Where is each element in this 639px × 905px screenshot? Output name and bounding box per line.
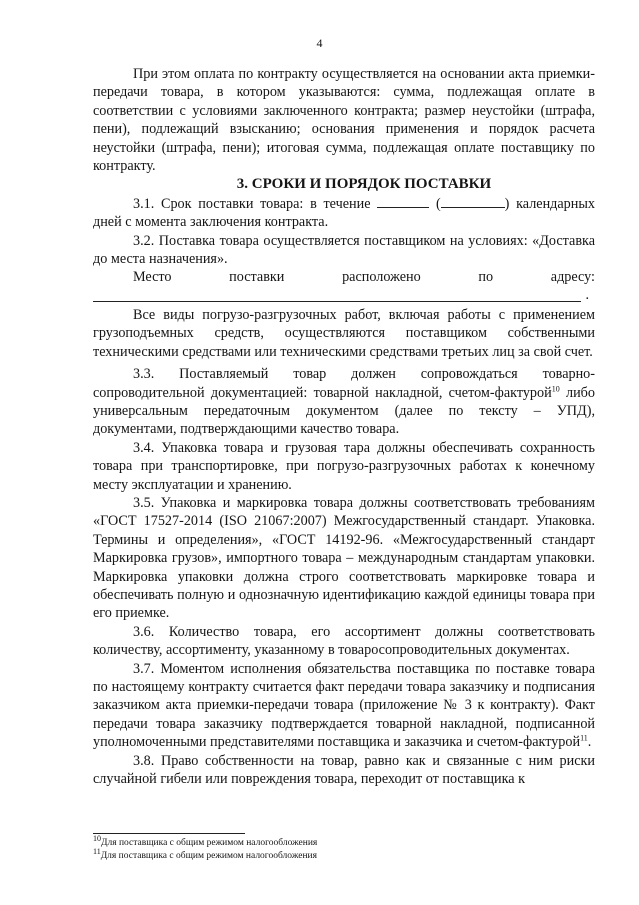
paragraph-3-5: 3.5. Упаковка и маркировка товара должны соответствовать требованиям «ГОСТ 17527-2014 (ISO 21067:2007) Межгосударственный стандарт. Упаковка. Термины и определения», «ГОСТ 14192-96. «Межгосударственный стандарт Маркировка грузов», импортного товара – международным стандартам упаковки. Маркировка упаковки должна строго соответствовать маркировке товара и обеспечивать полную и однозначную идентификацию каждой единицы товара при его приемке. [93, 494, 595, 622]
days-blank [377, 194, 429, 208]
paragraph-3-8: 3.8. Право собственности на товар, равно как и связанные с ним риски случайной гибели или повреждения товара, переходит от поставщика к [93, 752, 595, 788]
paragraph-3-6: 3.6. Количество товара, его ассортимент должны соответствовать количеству, ассортименту, указанному в товаросопроводительных документах. [93, 623, 595, 659]
paragraph-3-4: 3.4. Упаковка товара и грузовая тара должны обеспечивать сохранность товара при транспортировке, при погрузо-разгрузочных работах к конечному месту эксплуатации и хранению. [93, 439, 595, 493]
days-words-blank [441, 194, 505, 208]
paragraph-3-2-address: Место поставки расположено по адресу: [133, 269, 595, 286]
footnote-11-mark: 11 [580, 733, 588, 743]
footnote-separator [93, 833, 245, 834]
document-body [93, 65, 595, 788]
footnote-10: $^{10}$Для поставщика с общим режимом налогообложения [93, 833, 318, 848]
paragraph-3-2: 3.2. Поставка товара осуществляется поставщиком на условиях: «Доставка до места назначения». [93, 232, 595, 268]
footnote-11: $^{11}$Для поставщика с общим режимом налогообложения [93, 846, 318, 861]
footnote-10-mark: 10 [551, 383, 560, 393]
paragraph-3-2-works: Все виды погрузо-разгрузочных работ, включая работы с применением грузоподъемных средств, осуществляются поставщиком собственными техническими средствами или техническими средствами третьих лиц за свой счет. [93, 306, 595, 360]
paragraph-3-7: 3.7. Моментом исполнения обязательства поставщика по поставке товара по настоящему контракту считается факт передачи товара заказчику и подписания заказчиком акта приемки-передачи товара (приложение № 3 к контракту). Факт передачи товара заказчику подтверждается товарной накладной, подписанной уполномоченными представителями поставщика и заказчика и счетом-фактурой$^{11}$. [93, 660, 595, 751]
page-number: 4 [316, 36, 323, 50]
address-line: . [93, 287, 595, 302]
intro-paragraph: При этом оплата по контракту осуществляется на основании акта приемки-передачи товара, в котором указываются: сумма, подлежащая оплате в соответствии с условиями заключенного контракта; размер неустойки (штрафа, пени), подлежащий взысканию; основания применения и порядок расчета неустойки (штрафа, пени); итоговая сумма, подлежащая оплате поставщику по контракту. [93, 66, 595, 175]
paragraph-3-1: 3.1. Срок поставки товара: в течение ( ) календарных дней с момента заключения контракта. [93, 195, 595, 231]
paragraph-3-3: 3.3. Поставляемый товар должен сопровождаться товарно-сопроводительной документацией: товарной накладной, счетом-фактурой$^{10}$ либо универсальным передаточным документом (далее по тексту – УПД), документами, подтверждающими качество товара. [93, 366, 595, 438]
section-title: 3. СРОКИ И ПОРЯДОК ПОСТАВКИ [236, 176, 492, 193]
